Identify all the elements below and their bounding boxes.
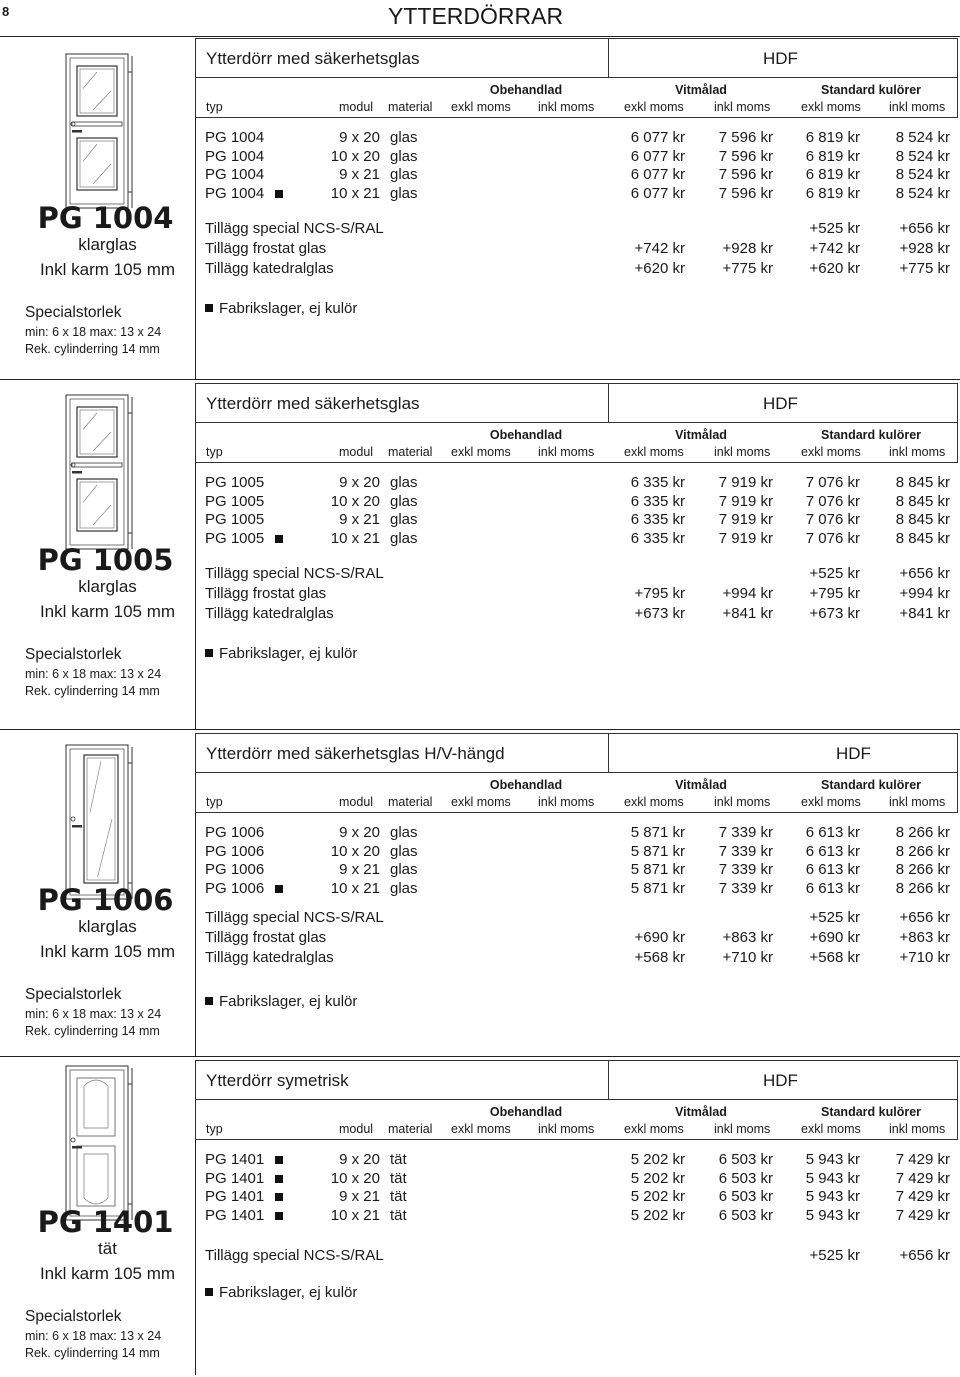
glass-type: tät — [98, 1239, 117, 1258]
price-row — [205, 843, 955, 862]
addon-price: +690 kr — [809, 929, 860, 946]
material-cell: glas — [390, 861, 418, 879]
type-cell: PG 1005 — [205, 511, 265, 529]
divider — [0, 36, 960, 37]
price-cell: 6 819 kr — [805, 185, 860, 203]
col-inkl: inkl moms — [889, 445, 946, 459]
addon-price: +568 kr — [634, 949, 685, 966]
addon-price: +928 kr — [722, 240, 773, 257]
price-cell: 6 335 kr — [630, 492, 685, 510]
addon-price: +742 kr — [634, 240, 685, 257]
material-cell: glas — [390, 530, 418, 548]
price-cell: 8 845 kr — [895, 530, 950, 548]
price-header — [195, 733, 958, 813]
addon-row — [205, 929, 955, 948]
addon-price: +841 kr — [899, 605, 950, 622]
price-cell: 6 503 kr — [718, 1169, 773, 1187]
price-cell: 7 429 kr — [895, 1169, 950, 1187]
col-typ: typ — [206, 1122, 223, 1136]
addon-price: +525 kr — [809, 220, 860, 237]
group-standard: Standard kulörer — [820, 778, 922, 792]
price-cell: 6 503 kr — [718, 1151, 773, 1168]
price-cell: 6 613 kr — [805, 880, 860, 898]
group-standard: Standard kulörer — [820, 428, 922, 442]
price-cell: 7 076 kr — [805, 474, 860, 491]
price-cell: 7 429 kr — [895, 1151, 950, 1168]
price-cell: 8 266 kr — [895, 880, 950, 898]
spec-cylinder: Rek. cylinderring 14 mm — [25, 1346, 160, 1360]
price-cell: 8 524 kr — [895, 185, 950, 203]
col-exkl: exkl moms — [624, 1122, 684, 1136]
price-cell: 8 266 kr — [895, 861, 950, 879]
model-name: PG 1004 — [37, 201, 174, 235]
material-cell: tät — [390, 1207, 407, 1225]
type-cell: PG 1004 — [205, 147, 265, 165]
type-cell: PG 1004 — [205, 185, 265, 203]
col-inkl: inkl moms — [538, 445, 595, 459]
price-cell: 5 943 kr — [805, 1151, 860, 1168]
price-cell: 7 596 kr — [718, 147, 773, 165]
price-row — [205, 824, 955, 843]
price-cell: 7 429 kr — [895, 1207, 950, 1225]
col-modul: modul — [339, 795, 374, 809]
col-inkl: inkl moms — [714, 100, 771, 114]
price-cell: 7 429 kr — [895, 1188, 950, 1206]
col-typ: typ — [206, 795, 223, 809]
col-exkl: exkl moms — [624, 100, 684, 114]
addon-price: +742 kr — [809, 240, 860, 257]
price-row — [205, 1151, 955, 1170]
addon-price: +690 kr — [634, 929, 685, 946]
price-cell: 7 596 kr — [718, 185, 773, 203]
hdf-label: HDF — [763, 394, 798, 413]
type-cell: PG 1401 — [205, 1207, 265, 1225]
addon-row — [205, 240, 955, 259]
col-exkl: exkl moms — [451, 795, 511, 809]
model-name: PG 1006 — [37, 883, 174, 917]
price-cell: 6 819 kr — [805, 147, 860, 165]
model-name: PG 1401 — [37, 1205, 174, 1239]
stock-footnote — [205, 645, 357, 662]
spec-title: Specialstorlek — [25, 986, 122, 1003]
price-row — [205, 129, 955, 148]
material-cell: glas — [390, 880, 418, 898]
product-section — [0, 1060, 960, 1377]
material-cell: glas — [390, 842, 418, 860]
price-cell: 7 596 kr — [718, 166, 773, 184]
price-cell: 7 076 kr — [805, 530, 860, 548]
price-cell: 6 335 kr — [630, 474, 685, 491]
frame-info: Inkl karm 105 mm — [39, 602, 176, 621]
header-divider — [608, 39, 609, 77]
price-row — [205, 493, 955, 512]
addon-price: +863 kr — [722, 929, 773, 946]
product-title: Ytterdörr symetrisk — [206, 1071, 349, 1090]
module-cell: 10 x 21 — [330, 1207, 380, 1225]
price-row — [205, 1207, 955, 1226]
header-divider — [196, 77, 957, 78]
price-cell: 6 819 kr — [805, 129, 860, 146]
addon-price: +795 kr — [809, 585, 860, 602]
module-cell: 10 x 21 — [330, 185, 380, 203]
spec-size: min: 6 x 18 max: 13 x 24 — [25, 667, 162, 681]
module-cell: 9 x 21 — [339, 166, 380, 184]
header-divider — [196, 422, 957, 423]
group-vitmalad: Vitmålad — [675, 83, 727, 97]
footnote-text: Fabrikslager, ej kulör — [219, 993, 358, 1010]
frame-info: Inkl karm 105 mm — [39, 942, 176, 961]
footnote-text: Fabrikslager, ej kulör — [219, 645, 358, 662]
price-cell: 7 339 kr — [718, 861, 773, 879]
price-cell: 6 613 kr — [805, 861, 860, 879]
price-cell: 8 845 kr — [895, 511, 950, 529]
product-section — [0, 38, 960, 381]
module-cell: 10 x 20 — [330, 492, 380, 510]
material-cell: tät — [390, 1188, 407, 1206]
price-cell: 5 943 kr — [805, 1169, 860, 1187]
addon-price: +863 kr — [899, 929, 950, 946]
module-cell: 10 x 21 — [330, 880, 380, 898]
addon-price: +656 kr — [899, 1247, 950, 1264]
price-cell: 5 871 kr — [630, 880, 685, 898]
header-divider — [608, 1061, 609, 1099]
footnote-text: Fabrikslager, ej kulör — [219, 300, 358, 317]
addon-price: +994 kr — [722, 585, 773, 602]
stock-footnote — [205, 993, 357, 1010]
type-cell: PG 1401 — [205, 1169, 265, 1187]
material-cell: glas — [390, 129, 418, 146]
col-modul: modul — [339, 1122, 374, 1136]
material-cell: tät — [390, 1151, 407, 1168]
addon-price: +775 kr — [722, 260, 773, 277]
col-typ: typ — [206, 445, 223, 459]
addon-price: +525 kr — [809, 565, 860, 582]
stock-footnote — [205, 1284, 357, 1301]
addon-price: +928 kr — [899, 240, 950, 257]
addon-label: Tillägg special NCS-S/RAL — [205, 220, 384, 237]
price-cell: 6 077 kr — [630, 129, 685, 146]
spec-cylinder: Rek. cylinderring 14 mm — [25, 1024, 160, 1038]
col-exkl: exkl moms — [801, 795, 861, 809]
addon-label: Tillägg katedralglas — [205, 605, 334, 622]
col-inkl: inkl moms — [714, 795, 771, 809]
price-cell: 6 077 kr — [630, 185, 685, 203]
price-row — [205, 511, 955, 530]
addon-price: +525 kr — [809, 909, 860, 926]
col-material: material — [388, 445, 433, 459]
price-row — [205, 1188, 955, 1207]
addon-price: +620 kr — [809, 260, 860, 277]
price-cell: 7 339 kr — [718, 824, 773, 841]
price-cell: 7 919 kr — [718, 530, 773, 548]
price-cell: 7 339 kr — [718, 842, 773, 860]
addon-row — [205, 605, 955, 624]
col-inkl: inkl moms — [538, 1122, 595, 1136]
price-row — [205, 861, 955, 880]
stock-marker-icon — [205, 304, 213, 312]
price-cell: 5 871 kr — [630, 824, 685, 841]
col-inkl: inkl moms — [538, 100, 595, 114]
spec-title: Specialstorlek — [25, 646, 122, 663]
door-illustration — [64, 393, 134, 558]
price-row — [205, 530, 955, 549]
section-divider — [0, 379, 960, 380]
stock-marker-icon — [205, 649, 213, 657]
hdf-label: HDF — [836, 744, 871, 763]
addon-label: Tillägg special NCS-S/RAL — [205, 1247, 384, 1264]
price-cell: 6 613 kr — [805, 824, 860, 841]
frame-info: Inkl karm 105 mm — [39, 1264, 176, 1283]
product-title: Ytterdörr med säkerhetsglas — [206, 49, 420, 68]
addon-label: Tillägg katedralglas — [205, 949, 334, 966]
price-header — [195, 38, 958, 118]
price-header — [195, 383, 958, 463]
addon-row — [205, 949, 955, 968]
addon-price: +620 kr — [634, 260, 685, 277]
price-cell: 6 077 kr — [630, 147, 685, 165]
price-cell: 8 845 kr — [895, 474, 950, 491]
col-material: material — [388, 1122, 433, 1136]
module-cell: 9 x 20 — [339, 824, 380, 841]
addon-label: Tillägg special NCS-S/RAL — [205, 565, 384, 582]
price-cell: 7 919 kr — [718, 474, 773, 491]
price-row — [205, 166, 955, 185]
glass-type: klarglas — [78, 235, 137, 254]
col-inkl: inkl moms — [889, 795, 946, 809]
col-exkl: exkl moms — [624, 795, 684, 809]
addon-price: +525 kr — [809, 1247, 860, 1264]
header-divider — [608, 384, 609, 422]
price-cell: 8 524 kr — [895, 147, 950, 165]
stock-marker-icon — [205, 1288, 213, 1296]
stock-marker-icon — [205, 997, 213, 1005]
group-vitmalad: Vitmålad — [675, 1105, 727, 1119]
type-cell: PG 1004 — [205, 129, 265, 146]
group-obehandlad: Obehandlad — [489, 83, 563, 97]
addon-price: +673 kr — [634, 605, 685, 622]
col-inkl: inkl moms — [538, 795, 595, 809]
type-cell: PG 1005 — [205, 474, 265, 491]
stock-footnote — [205, 300, 357, 317]
price-cell: 5 202 kr — [630, 1169, 685, 1187]
price-cell: 8 524 kr — [895, 166, 950, 184]
material-cell: glas — [390, 166, 418, 184]
footnote-text: Fabrikslager, ej kulör — [219, 1284, 358, 1301]
col-inkl: inkl moms — [889, 1122, 946, 1136]
material-cell: glas — [390, 511, 418, 529]
module-cell: 9 x 20 — [339, 1151, 380, 1168]
addon-row — [205, 1247, 955, 1266]
addon-label: Tillägg frostat glas — [205, 929, 327, 946]
price-cell: 5 202 kr — [630, 1207, 685, 1225]
price-cell: 5 871 kr — [630, 842, 685, 860]
addon-price: +656 kr — [899, 220, 950, 237]
price-cell: 6 077 kr — [630, 166, 685, 184]
col-material: material — [388, 795, 433, 809]
frame-info: Inkl karm 105 mm — [39, 260, 176, 279]
addon-price: +673 kr — [809, 605, 860, 622]
module-cell: 10 x 20 — [330, 147, 380, 165]
module-cell: 9 x 20 — [339, 474, 380, 491]
addon-label: Tillägg frostat glas — [205, 585, 327, 602]
addon-price: +994 kr — [899, 585, 950, 602]
price-row — [205, 185, 955, 204]
price-cell: 7 339 kr — [718, 880, 773, 898]
col-exkl: exkl moms — [624, 445, 684, 459]
material-cell: tät — [390, 1169, 407, 1187]
price-cell: 5 943 kr — [805, 1188, 860, 1206]
price-cell: 7 919 kr — [718, 492, 773, 510]
spec-title: Specialstorlek — [25, 304, 122, 321]
price-cell: 6 819 kr — [805, 166, 860, 184]
addon-label: Tillägg katedralglas — [205, 260, 334, 277]
price-cell: 7 596 kr — [718, 129, 773, 146]
header-divider — [608, 734, 609, 772]
price-cell: 5 202 kr — [630, 1188, 685, 1206]
price-row — [205, 148, 955, 167]
module-cell: 10 x 20 — [330, 842, 380, 860]
col-exkl: exkl moms — [451, 100, 511, 114]
col-inkl: inkl moms — [889, 100, 946, 114]
type-cell: PG 1006 — [205, 861, 265, 879]
addon-price: +775 kr — [899, 260, 950, 277]
spec-size: min: 6 x 18 max: 13 x 24 — [25, 1007, 162, 1021]
addon-price: +710 kr — [722, 949, 773, 966]
price-cell: 7 076 kr — [805, 492, 860, 510]
price-cell: 6 503 kr — [718, 1207, 773, 1225]
col-exkl: exkl moms — [801, 445, 861, 459]
hdf-label: HDF — [763, 49, 798, 68]
glass-type: klarglas — [78, 917, 137, 936]
product-title: Ytterdörr med säkerhetsglas — [206, 394, 420, 413]
product-title: Ytterdörr med säkerhetsglas H/V-hängd — [206, 744, 505, 763]
addon-price: +710 kr — [899, 949, 950, 966]
material-cell: glas — [390, 492, 418, 510]
price-cell: 5 202 kr — [630, 1151, 685, 1168]
price-row — [205, 474, 955, 493]
price-cell: 7 919 kr — [718, 511, 773, 529]
type-cell: PG 1006 — [205, 880, 265, 898]
group-vitmalad: Vitmålad — [675, 778, 727, 792]
module-cell: 10 x 21 — [330, 530, 380, 548]
group-vitmalad: Vitmålad — [675, 428, 727, 442]
group-obehandlad: Obehandlad — [489, 778, 563, 792]
material-cell: glas — [390, 474, 418, 491]
group-standard: Standard kulörer — [820, 83, 922, 97]
hdf-label: HDF — [763, 1071, 798, 1090]
type-cell: PG 1005 — [205, 492, 265, 510]
module-cell: 9 x 21 — [339, 511, 380, 529]
addon-price: +568 kr — [809, 949, 860, 966]
addon-label: Tillägg special NCS-S/RAL — [205, 909, 384, 926]
group-obehandlad: Obehandlad — [489, 1105, 563, 1119]
price-cell: 8 524 kr — [895, 129, 950, 146]
addon-price: +841 kr — [722, 605, 773, 622]
module-cell: 9 x 21 — [339, 861, 380, 879]
module-cell: 10 x 20 — [330, 1169, 380, 1187]
material-cell: glas — [390, 147, 418, 165]
price-row — [205, 880, 955, 899]
type-cell: PG 1401 — [205, 1151, 265, 1168]
col-modul: modul — [339, 100, 374, 114]
price-cell: 8 266 kr — [895, 842, 950, 860]
model-name: PG 1005 — [37, 543, 174, 577]
header-divider — [196, 1099, 957, 1100]
spec-cylinder: Rek. cylinderring 14 mm — [25, 342, 160, 356]
material-cell: glas — [390, 185, 418, 203]
type-cell: PG 1004 — [205, 166, 265, 184]
price-row — [205, 1170, 955, 1189]
price-cell: 5 943 kr — [805, 1207, 860, 1225]
price-cell: 6 335 kr — [630, 511, 685, 529]
section-divider — [0, 729, 960, 730]
spec-size: min: 6 x 18 max: 13 x 24 — [25, 325, 162, 339]
spec-cylinder: Rek. cylinderring 14 mm — [25, 684, 160, 698]
spec-title: Specialstorlek — [25, 1308, 122, 1325]
addon-row — [205, 585, 955, 604]
price-header — [195, 1060, 958, 1140]
addon-row — [205, 260, 955, 279]
section-divider — [0, 1056, 960, 1057]
addon-price: +656 kr — [899, 909, 950, 926]
glass-type: klarglas — [78, 577, 137, 596]
col-exkl: exkl moms — [801, 100, 861, 114]
price-cell: 5 871 kr — [630, 861, 685, 879]
group-standard: Standard kulörer — [820, 1105, 922, 1119]
price-cell: 7 076 kr — [805, 511, 860, 529]
page-title: YTTERDÖRRAR — [388, 3, 564, 29]
type-cell: PG 1005 — [205, 530, 265, 548]
type-cell: PG 1006 — [205, 842, 265, 860]
col-exkl: exkl moms — [451, 1122, 511, 1136]
addon-price: +795 kr — [634, 585, 685, 602]
col-inkl: inkl moms — [714, 1122, 771, 1136]
group-obehandlad: Obehandlad — [489, 428, 563, 442]
col-inkl: inkl moms — [714, 445, 771, 459]
col-typ: typ — [206, 100, 223, 114]
price-cell: 6 503 kr — [718, 1188, 773, 1206]
spec-size: min: 6 x 18 max: 13 x 24 — [25, 1329, 162, 1343]
price-cell: 8 266 kr — [895, 824, 950, 841]
addon-row — [205, 565, 955, 584]
module-cell: 9 x 20 — [339, 129, 380, 146]
page-number: 8 — [2, 4, 10, 19]
col-exkl: exkl moms — [801, 1122, 861, 1136]
type-cell: PG 1401 — [205, 1188, 265, 1206]
product-section — [0, 733, 960, 1058]
col-exkl: exkl moms — [451, 445, 511, 459]
material-cell: glas — [390, 824, 418, 841]
col-modul: modul — [339, 445, 374, 459]
price-cell: 6 613 kr — [805, 842, 860, 860]
door-illustration — [64, 52, 134, 217]
addon-row — [205, 220, 955, 239]
addon-price: +656 kr — [899, 565, 950, 582]
type-cell: PG 1006 — [205, 824, 265, 841]
module-cell: 9 x 21 — [339, 1188, 380, 1206]
price-cell: 6 335 kr — [630, 530, 685, 548]
header-divider — [196, 772, 957, 773]
addon-label: Tillägg frostat glas — [205, 240, 327, 257]
product-section — [0, 383, 960, 731]
price-cell: 8 845 kr — [895, 492, 950, 510]
col-material: material — [388, 100, 433, 114]
addon-row — [205, 909, 955, 928]
